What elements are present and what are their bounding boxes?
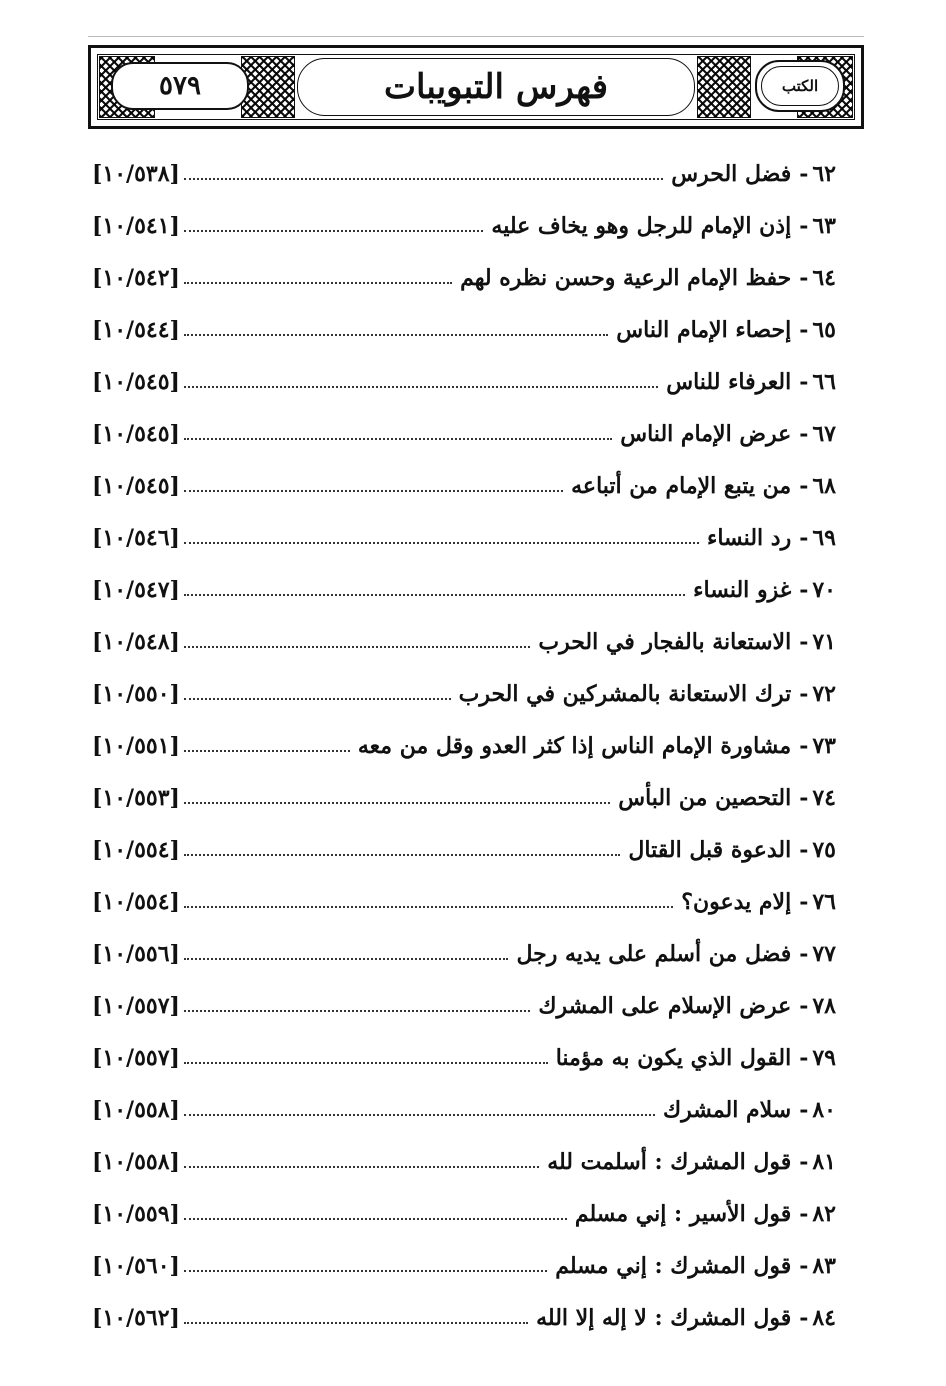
entry-dash: - — [799, 1045, 809, 1071]
entry-page-ref: [١٠/٥٥٤] — [92, 837, 180, 863]
entry-page-ref: [١٠/٥٤٦] — [92, 525, 180, 551]
entry-page-ref: [١٠/٥٥٨] — [92, 1149, 180, 1175]
entry-title: غزو النساء — [693, 577, 792, 603]
entry-number: ٦٥ — [812, 317, 836, 343]
dot-leader — [184, 438, 612, 440]
index-entry — [92, 1084, 836, 1136]
entry-dash: - — [799, 837, 809, 863]
index-entry — [92, 1292, 836, 1344]
entry-number: ٧٧ — [812, 941, 836, 967]
entry-title: التحصين من البأس — [618, 785, 792, 811]
right-inner-ornament-icon — [697, 56, 751, 118]
entry-title: إحصاء الإمام الناس — [616, 317, 792, 343]
entry-title: قول المشرك : لا إله إلا الله — [536, 1305, 792, 1331]
index-entry — [92, 772, 836, 824]
index-entry — [92, 876, 836, 928]
entry-title: رد النساء — [707, 525, 792, 551]
entry-number: ٧٤ — [812, 785, 836, 811]
entry-title: قول المشرك : أسلمت لله — [547, 1149, 792, 1175]
index-entry — [92, 252, 836, 304]
dot-leader — [184, 542, 699, 544]
entry-page-ref: [١٠/٥٥٩] — [92, 1201, 180, 1227]
entry-title: حفظ الإمام الرعية وحسن نظره لهم — [460, 265, 792, 291]
entry-dash: - — [799, 629, 809, 655]
entry-dash: - — [799, 369, 809, 395]
entry-title: قول الأسير : إني مسلم — [574, 1201, 792, 1227]
index-list — [92, 148, 836, 1344]
entry-page-ref: [١٠/٥٥٧] — [92, 993, 180, 1019]
entry-page-ref: [١٠/٥٤٧] — [92, 577, 180, 603]
entry-dash: - — [799, 525, 809, 551]
page-header — [88, 45, 864, 129]
entry-page-ref: [١٠/٥٥٠] — [92, 681, 180, 707]
entry-number: ٦٧ — [812, 421, 836, 447]
entry-page-ref: [١٠/٥٤٤] — [92, 317, 180, 343]
entry-number: ٨٠ — [812, 1097, 836, 1123]
entry-number: ٦٣ — [812, 213, 836, 239]
entry-number: ٧٩ — [812, 1045, 836, 1071]
entry-title: العرفاء للناس — [666, 369, 792, 395]
index-entry — [92, 460, 836, 512]
entry-number: ٦٩ — [812, 525, 836, 551]
entry-dash: - — [799, 733, 809, 759]
dot-leader — [184, 1166, 539, 1168]
index-entry — [92, 616, 836, 668]
entry-page-ref: [١٠/٥٤٨] — [92, 629, 180, 655]
entry-title: فضل من أسلم على يديه رجل — [516, 941, 792, 967]
entry-number: ٧٥ — [812, 837, 836, 863]
entry-page-ref: [١٠/٥٥٨] — [92, 1097, 180, 1123]
entry-page-ref: [١٠/٥٤٢] — [92, 265, 180, 291]
entry-dash: - — [799, 317, 809, 343]
index-entry — [92, 1240, 836, 1292]
entry-dash: - — [799, 213, 809, 239]
entry-dash: - — [799, 941, 809, 967]
index-entry — [92, 1032, 836, 1084]
entry-number: ٧٢ — [812, 681, 836, 707]
entry-dash: - — [799, 681, 809, 707]
entry-title: سلام المشرك — [662, 1097, 792, 1123]
entry-page-ref: [١٠/٥٦٢] — [92, 1305, 180, 1331]
dot-leader — [184, 490, 563, 492]
entry-dash: - — [799, 421, 809, 447]
dot-leader — [184, 854, 620, 856]
left-inner-ornament-icon — [241, 56, 295, 118]
index-entry — [92, 1188, 836, 1240]
entry-number: ٨٢ — [812, 1201, 836, 1227]
dot-leader — [184, 230, 483, 232]
entry-page-ref: [١٠/٥٥٤] — [92, 889, 180, 915]
index-entry — [92, 824, 836, 876]
entry-number: ٨٣ — [812, 1253, 836, 1279]
entry-title: الاستعانة بالفجار في الحرب — [538, 629, 792, 655]
entry-page-ref: [١٠/٥٥٣] — [92, 785, 180, 811]
index-entry — [92, 564, 836, 616]
entry-page-ref: [١٠/٥٤٥] — [92, 421, 180, 447]
entry-dash: - — [799, 1201, 809, 1227]
entry-dash: - — [799, 993, 809, 1019]
entry-dash: - — [799, 265, 809, 291]
entry-page-ref: [١٠/٥٣٨] — [92, 161, 180, 187]
dot-leader — [184, 698, 451, 700]
entry-number: ٧٠ — [812, 577, 836, 603]
entry-title: إلام يدعون؟ — [681, 889, 792, 915]
entry-dash: - — [799, 473, 809, 499]
top-rule — [88, 36, 864, 37]
entry-title: عرض الإمام الناس — [620, 421, 792, 447]
index-entry — [92, 356, 836, 408]
dot-leader — [184, 1010, 530, 1012]
entry-number: ٧٣ — [812, 733, 836, 759]
entry-number: ٧٨ — [812, 993, 836, 1019]
entry-title: إذن الإمام للرجل وهو يخاف عليه — [491, 213, 792, 239]
entry-title: مشاورة الإمام الناس إذا كثر العدو وقل من معه — [357, 733, 792, 759]
entry-page-ref: [١٠/٥٥٧] — [92, 1045, 180, 1071]
entry-number: ٦٤ — [812, 265, 836, 291]
dot-leader — [184, 1062, 548, 1064]
entry-dash: - — [799, 577, 809, 603]
dot-leader — [184, 906, 673, 908]
dot-leader — [184, 750, 350, 752]
dot-leader — [184, 594, 685, 596]
dot-leader — [184, 282, 452, 284]
entry-number: ٦٨ — [812, 473, 836, 499]
index-entry — [92, 408, 836, 460]
entry-title: عرض الإسلام على المشرك — [538, 993, 792, 1019]
index-entry — [92, 668, 836, 720]
entry-number: ٦٦ — [812, 369, 836, 395]
entry-page-ref: [١٠/٥٤٥] — [92, 369, 180, 395]
entry-page-ref: [١٠/٥٤٥] — [92, 473, 180, 499]
index-entry — [92, 928, 836, 980]
dot-leader — [184, 1114, 655, 1116]
entry-dash: - — [799, 889, 809, 915]
page-title: فهرس التبويبات — [297, 58, 695, 116]
index-entry — [92, 512, 836, 564]
dot-leader — [184, 802, 610, 804]
index-entry — [92, 148, 836, 200]
dot-leader — [184, 958, 508, 960]
entry-dash: - — [799, 785, 809, 811]
dot-leader — [184, 386, 658, 388]
dot-leader — [184, 1270, 547, 1272]
entry-title: ترك الاستعانة بالمشركين في الحرب — [458, 681, 792, 707]
entry-page-ref: [١٠/٥٦٠] — [92, 1253, 180, 1279]
index-entry — [92, 980, 836, 1032]
entry-number: ٧٦ — [812, 889, 836, 915]
index-entry — [92, 200, 836, 252]
entry-title: فضل الحرس — [671, 161, 792, 187]
entry-dash: - — [799, 1097, 809, 1123]
dot-leader — [184, 1218, 567, 1220]
entry-dash: - — [799, 1305, 809, 1331]
dot-leader — [184, 1322, 528, 1324]
entry-title: القول الذي يكون به مؤمنا — [555, 1045, 792, 1071]
dot-leader — [184, 646, 530, 648]
index-entry — [92, 1136, 836, 1188]
index-entry — [92, 304, 836, 356]
index-entry — [92, 720, 836, 772]
page-number: ٥٧٩ — [111, 62, 249, 110]
dot-leader — [184, 178, 663, 180]
entry-page-ref: [١٠/٥٥١] — [92, 733, 180, 759]
entry-number: ٨٤ — [812, 1305, 836, 1331]
entry-number: ٧١ — [812, 629, 836, 655]
entry-page-ref: [١٠/٥٥٦] — [92, 941, 180, 967]
entry-dash: - — [799, 161, 809, 187]
entry-title: الدعوة قبل القتال — [628, 837, 792, 863]
entry-title: قول المشرك : إني مسلم — [555, 1253, 792, 1279]
entry-dash: - — [799, 1149, 809, 1175]
entry-dash: - — [799, 1253, 809, 1279]
dot-leader — [184, 334, 608, 336]
logo-medallion: الكتب — [755, 60, 845, 112]
entry-title: من يتبع الإمام من أتباعه — [571, 473, 792, 499]
entry-number: ٦٢ — [812, 161, 836, 187]
entry-number: ٨١ — [812, 1149, 836, 1175]
entry-page-ref: [١٠/٥٤١] — [92, 213, 180, 239]
